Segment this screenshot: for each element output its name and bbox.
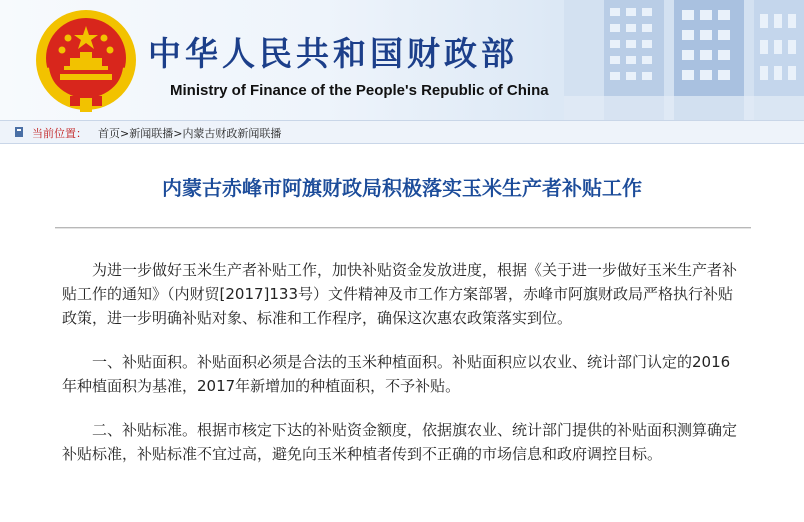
title-divider [55, 227, 751, 229]
building-background-graphic [564, 0, 804, 120]
breadcrumb-link-news[interactable]: 新闻联播 [129, 127, 174, 140]
article-title: 内蒙古赤峰市阿旗财政局积极落实玉米生产者补贴工作 [162, 176, 642, 200]
breadcrumb-label: 当前位置： [32, 127, 87, 140]
breadcrumb-links [98, 125, 281, 141]
breadcrumb [0, 120, 804, 144]
article-paragraph: 二、补贴标准。根据市核定下达的补贴资金额度，依据旗农业、统计部门提供的补贴面积测算确定补贴标准，补贴标准不宜过高，避免向玉米种植者传到不正确的市场信息和政府调控目标。 [62, 421, 738, 463]
site-header [0, 0, 804, 120]
breadcrumb-separator: > [120, 127, 130, 140]
breadcrumb-link-home[interactable]: 首页 [98, 127, 120, 140]
site-title-chinese: 中华人民共和国财政部 [148, 34, 518, 73]
article-paragraph: 一、补贴面积。补贴面积必须是合法的玉米种植面积。补贴面积应以农业、统计部门认定的2016年种植面积为基准，2017年新增加的种植面积，不予补贴。 [62, 353, 731, 395]
location-pin-icon [14, 126, 24, 138]
article-paragraph: 为进一步做好玉米生产者补贴工作，加快补贴资金发放进度，根据《关于进一步做好玉米生产者补贴工作的通知》（内财贸[2017]133号）文件精神及市工作方案部署，赤峰市阿旗财政局严格执行补贴政策，进一步明确补贴对象、标准和工作程序，确保这次惠农政策落实到位。 [62, 261, 738, 327]
breadcrumb-link-inner-mongolia-news[interactable]: 内蒙古财政新闻联播 [182, 127, 282, 140]
site-title-english: Ministry of Finance of the People's Republic of China [170, 82, 549, 99]
article-body [62, 258, 744, 486]
national-emblem-icon [34, 8, 138, 112]
breadcrumb-separator: > [173, 127, 183, 140]
